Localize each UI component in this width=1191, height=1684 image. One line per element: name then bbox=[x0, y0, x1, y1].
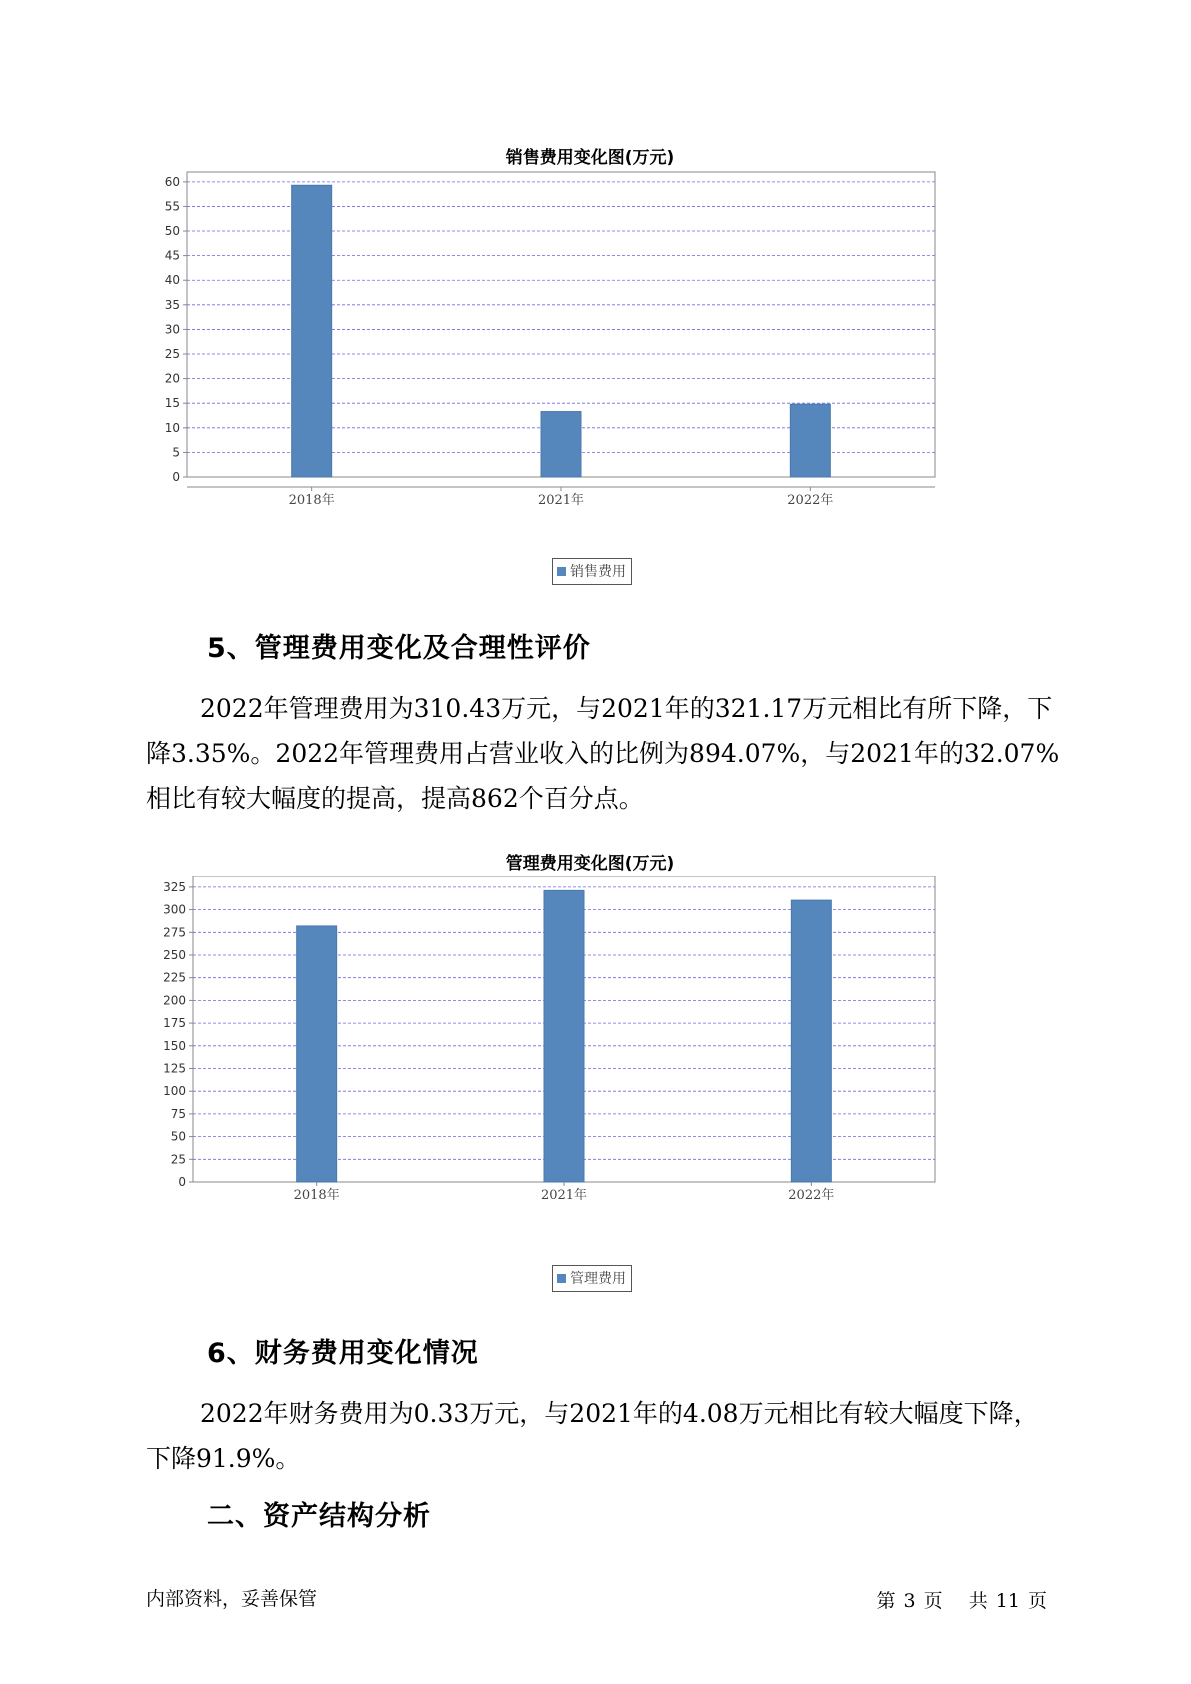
y-tick-label: 10 bbox=[164, 420, 180, 435]
page-prefix: 第 bbox=[876, 1590, 896, 1612]
y-tick-label: 275 bbox=[163, 925, 186, 940]
section-heading-asset-structure: 二、资产结构分析 bbox=[207, 1501, 431, 1532]
paragraph-text: 2022年管理费用为310.43万元，与2021年的321.17万元相比有所下降，下降3.35%。2022年管理费用占营业收入的比例为894.07%，与2021年的32.07%相比有较大幅度的提高，提高862个百分点。 bbox=[146, 694, 1060, 813]
section-heading-management-expense: 5、管理费用变化及合理性评价 bbox=[207, 633, 591, 664]
footer-confidential-note: 内部资料，妥善保管 bbox=[146, 1588, 318, 1610]
chart-legend bbox=[552, 558, 632, 585]
section-heading-financial-expense: 6、财务费用变化情况 bbox=[207, 1338, 479, 1369]
y-tick-label: 0 bbox=[172, 470, 180, 484]
y-tick-label: 50 bbox=[170, 1129, 186, 1144]
y-tick-label: 40 bbox=[164, 273, 180, 288]
x-tick-label: 2018年 bbox=[288, 493, 335, 508]
y-tick-label: 35 bbox=[164, 297, 180, 312]
sales-expense-plot bbox=[140, 170, 1040, 565]
bar bbox=[297, 926, 337, 1182]
chart-legend bbox=[552, 1265, 632, 1292]
y-tick-label: 300 bbox=[163, 902, 186, 917]
bar bbox=[292, 185, 332, 477]
page-number: 3 bbox=[903, 1590, 916, 1612]
y-tick-label: 125 bbox=[163, 1061, 186, 1076]
legend-swatch bbox=[557, 1274, 566, 1283]
total-prefix: 共 bbox=[968, 1590, 988, 1612]
management-expense-chart bbox=[140, 846, 1040, 1296]
y-tick-label: 325 bbox=[163, 879, 186, 894]
y-tick-label: 200 bbox=[163, 993, 186, 1008]
management-expense-plot bbox=[140, 876, 1040, 1276]
y-tick-label: 225 bbox=[163, 970, 186, 985]
bar bbox=[791, 900, 831, 1182]
sales-expense-chart bbox=[140, 140, 1040, 580]
y-tick-label: 55 bbox=[164, 199, 180, 214]
x-tick-label: 2021年 bbox=[537, 493, 585, 508]
y-tick-label: 20 bbox=[164, 371, 180, 386]
y-tick-label: 75 bbox=[170, 1106, 186, 1121]
y-tick-label: 250 bbox=[163, 947, 186, 962]
y-tick-label: 100 bbox=[163, 1084, 186, 1099]
management-expense-paragraph bbox=[146, 686, 1061, 821]
y-tick-label: 15 bbox=[164, 396, 180, 411]
x-tick-label: 2021年 bbox=[540, 1188, 588, 1203]
x-tick-label: 2022年 bbox=[788, 1188, 835, 1203]
chart-title: 销售费用变化图(万元) bbox=[505, 148, 675, 168]
y-tick-label: 175 bbox=[163, 1016, 186, 1031]
bar bbox=[790, 404, 830, 477]
y-tick-label: 0 bbox=[178, 1175, 186, 1189]
bar bbox=[541, 412, 581, 477]
y-tick-label: 25 bbox=[170, 1152, 186, 1167]
y-tick-label: 150 bbox=[163, 1038, 186, 1053]
y-tick-label: 50 bbox=[164, 224, 180, 239]
y-tick-label: 30 bbox=[164, 322, 180, 337]
paragraph-text: 2022年财务费用为0.33万元，与2021年的4.08万元相比有较大幅度下降，下降91.9%。 bbox=[146, 1399, 1039, 1473]
y-tick-label: 45 bbox=[164, 248, 180, 263]
footer-page-info bbox=[873, 1586, 1051, 1613]
total-pages: 11 bbox=[995, 1590, 1020, 1612]
y-tick-label: 25 bbox=[164, 347, 180, 362]
chart-title: 管理费用变化图(万元) bbox=[505, 854, 675, 874]
bar bbox=[544, 890, 584, 1182]
total-unit: 页 bbox=[1027, 1590, 1047, 1612]
x-tick-label: 2022年 bbox=[787, 493, 834, 508]
y-tick-label: 60 bbox=[164, 174, 180, 189]
x-tick-label: 2018年 bbox=[293, 1188, 340, 1203]
financial-expense-paragraph bbox=[146, 1391, 1061, 1481]
y-tick-label: 5 bbox=[172, 445, 180, 460]
legend-label: 销售费用 bbox=[570, 564, 626, 580]
legend-label: 管理费用 bbox=[570, 1271, 626, 1287]
legend-swatch bbox=[557, 567, 566, 576]
page-unit: 页 bbox=[923, 1590, 943, 1612]
